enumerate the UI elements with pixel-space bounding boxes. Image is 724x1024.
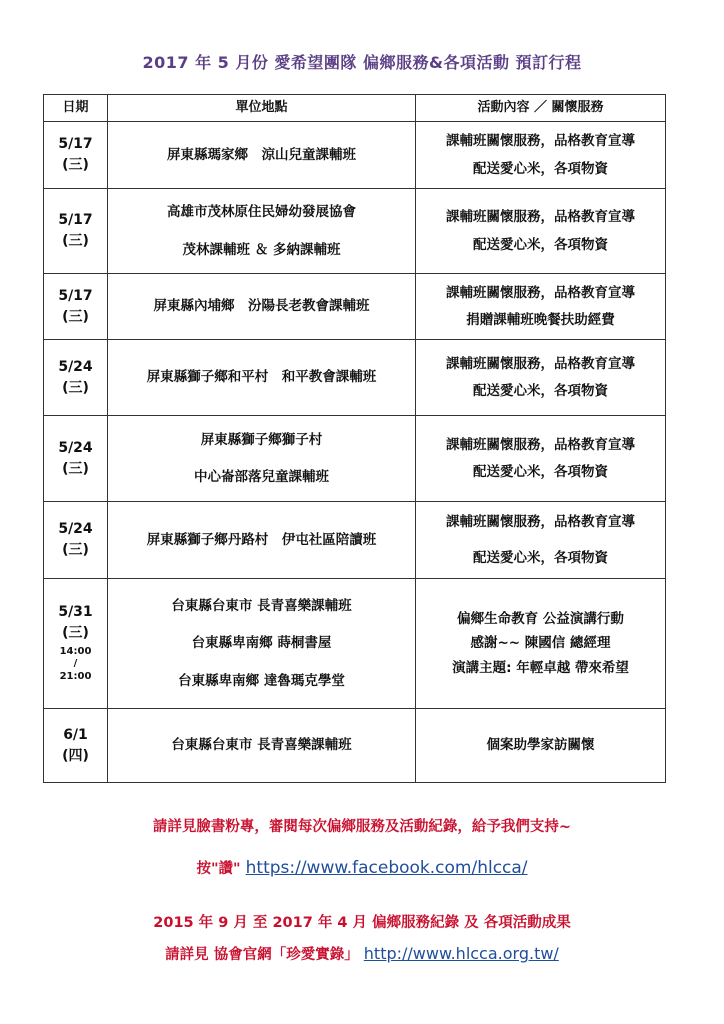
- weekday: (三): [62, 308, 89, 325]
- date: 5/24: [58, 358, 93, 375]
- location-cell: [108, 502, 416, 579]
- location-line: 中心崙部落兒童課輔班: [194, 469, 329, 485]
- activity-line: 配送愛心米，各項物資: [473, 383, 608, 399]
- activity-line: 捐贈課輔班晚餐扶助經費: [466, 312, 615, 328]
- activity-cell: [416, 274, 666, 340]
- date: 5/17: [58, 212, 93, 229]
- time-separator: /: [73, 658, 78, 670]
- table-row: [44, 502, 666, 579]
- facebook-link[interactable]: https://www.facebook.com/hlcca/: [245, 858, 528, 878]
- activity-cell: [416, 340, 666, 416]
- date-cell: [44, 122, 108, 189]
- website-link[interactable]: http://www.hlcca.org.tw/: [363, 944, 559, 963]
- activity-line: 課輔班關懷服務，品格教育宣導: [446, 514, 635, 531]
- table-row: [44, 709, 666, 783]
- like-prefix: 按"讚": [196, 861, 241, 877]
- location-line: 屏東縣獅子鄉和平村 和平教會課輔班: [146, 369, 377, 386]
- location-line: 屏東縣內埔鄉 汾陽長老教會課輔班: [153, 298, 370, 315]
- location-line: 茂林課輔班 ＆ 多納課輔班: [182, 241, 341, 258]
- activity-line: 個案助學家訪關懷: [486, 737, 595, 754]
- table-row: [44, 274, 666, 340]
- location-cell: [108, 274, 416, 340]
- activity-line: 偏鄉生命教育 公益演講行動: [457, 611, 624, 628]
- activity-cell: [416, 416, 666, 502]
- records-period-line: 2015 年 9 月 至 2017 年 4 月 偏鄉服務紀錄 及 各項活動成果: [153, 915, 571, 931]
- location-line: 台東縣台東市 長青喜樂課輔班: [171, 598, 352, 615]
- activity-line: 配送愛心米，各項物資: [473, 236, 608, 253]
- header-location: 單位地點: [108, 95, 416, 122]
- table-row: [44, 416, 666, 502]
- time-end: 21:00: [59, 670, 92, 682]
- date-cell: [44, 502, 108, 579]
- location-line: 高雄市茂林原住民婦幼發展協會: [167, 204, 356, 221]
- date-cell: [44, 340, 108, 416]
- date: 5/17: [58, 136, 93, 153]
- location-cell: [108, 416, 416, 502]
- website-prefix: 請詳見 協會官網「珍愛實錄」: [165, 947, 359, 963]
- header-date: 日期: [44, 95, 108, 122]
- table-row: [44, 122, 666, 189]
- date: 5/17: [58, 287, 93, 304]
- date: 5/24: [58, 521, 93, 538]
- date-cell: [44, 709, 108, 783]
- location-line: 台東縣台東市 長青喜樂課輔班: [171, 737, 352, 754]
- weekday: (三): [62, 542, 89, 558]
- activity-line: 演講主題: 年輕卓越 帶來希望: [452, 659, 629, 676]
- activity-cell: [416, 579, 666, 709]
- schedule-table: [43, 94, 666, 783]
- activity-cell: [416, 709, 666, 783]
- date-cell: [44, 416, 108, 502]
- website-line: [0, 943, 724, 964]
- date-cell: [44, 274, 108, 340]
- weekday: (三): [62, 379, 89, 396]
- date: 5/24: [58, 439, 93, 456]
- location-line: 台東縣卑南鄉 達魯瑪克學堂: [178, 672, 345, 689]
- activity-line: 感謝~~ 陳國信 總經理: [470, 635, 611, 652]
- location-cell: [108, 709, 416, 783]
- table-header-row: [44, 95, 666, 122]
- activity-line: 課輔班關懷服務，品格教育宣導: [446, 355, 635, 372]
- table-row: [44, 340, 666, 416]
- date-cell: [44, 189, 108, 274]
- date: 6/1: [63, 726, 88, 743]
- table-row: [44, 189, 666, 274]
- weekday: (三): [62, 624, 89, 641]
- time-start: 14:00: [59, 645, 92, 657]
- activity-line: 課輔班關懷服務，品格教育宣導: [446, 284, 635, 301]
- location-cell: [108, 122, 416, 189]
- activity-line: 課輔班關懷服務，品格教育宣導: [446, 436, 635, 453]
- header-activity: 活動內容 ／ 關懷服務: [416, 95, 666, 122]
- activity-cell: [416, 122, 666, 189]
- facebook-like-line: [0, 857, 724, 878]
- weekday: (四): [62, 747, 89, 764]
- location-cell: [108, 340, 416, 416]
- location-cell: [108, 579, 416, 709]
- date-cell: [44, 579, 108, 709]
- activity-line: 配送愛心米，各項物資: [473, 549, 608, 566]
- weekday: (三): [62, 233, 89, 249]
- location-line: 屏東縣瑪家鄉 涼山兒童課輔班: [167, 146, 356, 163]
- table-row: [44, 579, 666, 709]
- activity-cell: [416, 502, 666, 579]
- location-line: 屏東縣獅子鄉獅子村: [200, 431, 323, 448]
- weekday: (三): [62, 460, 89, 477]
- location-line: 屏東縣獅子鄉丹路村 伊屯社區陪讀班: [146, 531, 377, 548]
- activity-cell: [416, 189, 666, 274]
- activity-line: 課輔班關懷服務，品格教育宣導: [446, 133, 635, 150]
- location-line: 台東縣卑南鄉 蒔桐書屋: [191, 635, 332, 652]
- date: 5/31: [58, 603, 93, 620]
- activity-line: 配送愛心米，各項物資: [473, 160, 608, 177]
- weekday: (三): [62, 157, 89, 173]
- location-cell: [108, 189, 416, 274]
- page-title: 2017 年 5 月份 愛希望團隊 偏鄉服務&各項活動 預訂行程: [142, 53, 582, 72]
- facebook-notice: 請詳見臉書粉專，審閱每次偏鄉服務及活動紀錄，給予我們支持~: [152, 819, 572, 835]
- activity-line: 課輔班關懷服務，品格教育宣導: [446, 209, 635, 226]
- activity-line: 配送愛心米，各項物資: [473, 464, 608, 480]
